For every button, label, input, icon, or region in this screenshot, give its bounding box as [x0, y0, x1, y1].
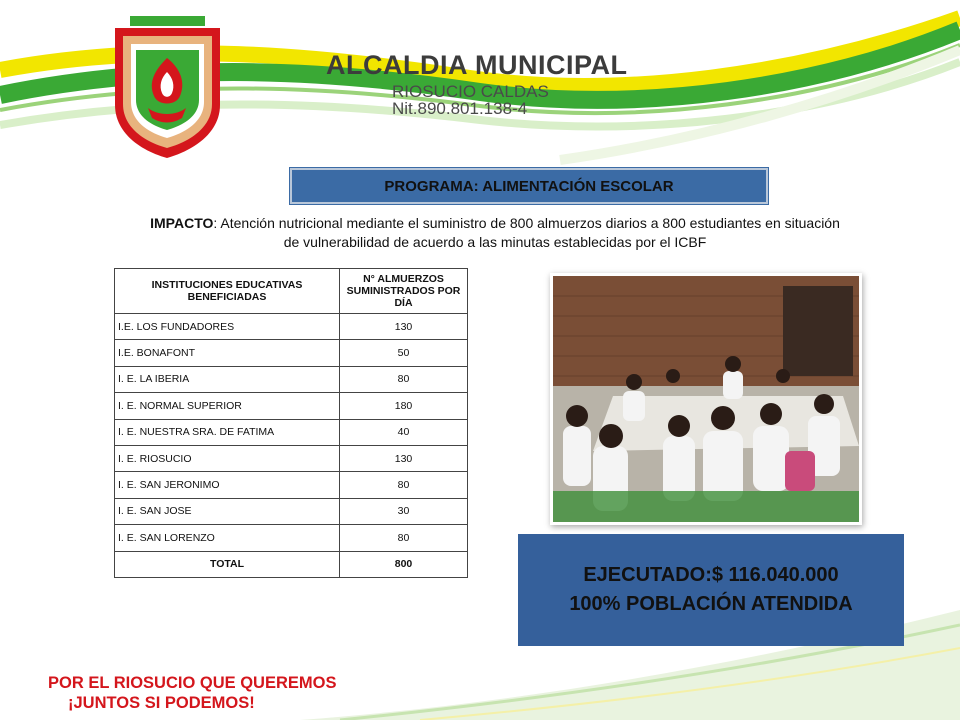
row-name: I. E. RIOSUCIO: [115, 445, 340, 471]
table-header-row: [115, 269, 468, 314]
total-value: 800: [340, 551, 468, 577]
slogan-line-2: ¡JUNTOS SI PODEMOS!: [68, 694, 255, 712]
row-value: 180: [340, 393, 468, 419]
impact-label: IMPACTO: [150, 215, 214, 231]
org-nit: Nit.890.801.138-4: [392, 99, 528, 118]
org-name: ALCALDIA MUNICIPAL: [326, 50, 628, 80]
children-eating-photo: [553, 276, 859, 522]
row-name: I. E. LA IBERIA: [115, 366, 340, 392]
row-value: 40: [340, 419, 468, 445]
table-row: [115, 525, 468, 551]
table-row: [115, 340, 468, 366]
row-name: I.E. BONAFONT: [115, 340, 340, 366]
row-value: 80: [340, 525, 468, 551]
impact-text: : Atención nutricional mediante el suministro de 800 almuerzos diarios a 800 estudiantes en situación de vulnerabilidad de acuerdo a las minutas establecidas por el ICBF: [213, 215, 840, 250]
row-value: 80: [340, 472, 468, 498]
row-value: 130: [340, 445, 468, 471]
row-name: I. E. NUESTRA SRA. DE FATIMA: [115, 419, 340, 445]
table-row: [115, 498, 468, 524]
header-lunches: N° ALMUERZOS SUMINISTRADOS POR DÍA: [340, 269, 468, 314]
row-value: 80: [340, 366, 468, 392]
table-row: [115, 419, 468, 445]
header-institutions: INSTITUCIONES EDUCATIVAS BENEFICIADAS: [115, 269, 340, 314]
row-value: 50: [340, 340, 468, 366]
table-row: [115, 314, 468, 340]
municipal-crest-icon: [110, 10, 225, 160]
table-row: [115, 472, 468, 498]
row-name: I. E. SAN JERONIMO: [115, 472, 340, 498]
executed-amount: EJECUTADO:$ 116.040.000: [583, 564, 839, 586]
row-name: I. E. SAN JOSE: [115, 498, 340, 524]
photo-illustration: [553, 276, 859, 522]
row-value: 30: [340, 498, 468, 524]
program-title-box: [290, 168, 768, 204]
total-label: TOTAL: [115, 551, 340, 577]
row-name: I. E. SAN LORENZO: [115, 525, 340, 551]
org-city: RIOSUCIO CALDAS: [392, 82, 549, 101]
program-title: PROGRAMA: ALIMENTACIÓN ESCOLAR: [384, 177, 674, 195]
execution-summary-box: [518, 534, 904, 646]
population-coverage: 100% POBLACIÓN ATENDIDA: [569, 593, 853, 615]
table-row: [115, 445, 468, 471]
institutions-table: [114, 268, 468, 578]
impact-paragraph: [150, 214, 840, 252]
slogan-line-1: POR EL RIOSUCIO QUE QUEREMOS: [48, 674, 337, 692]
row-value: 130: [340, 314, 468, 340]
row-name: I. E. NORMAL SUPERIOR: [115, 393, 340, 419]
table-row: [115, 366, 468, 392]
row-name: I.E. LOS FUNDADORES: [115, 314, 340, 340]
table-total-row: [115, 551, 468, 577]
table-row: [115, 393, 468, 419]
